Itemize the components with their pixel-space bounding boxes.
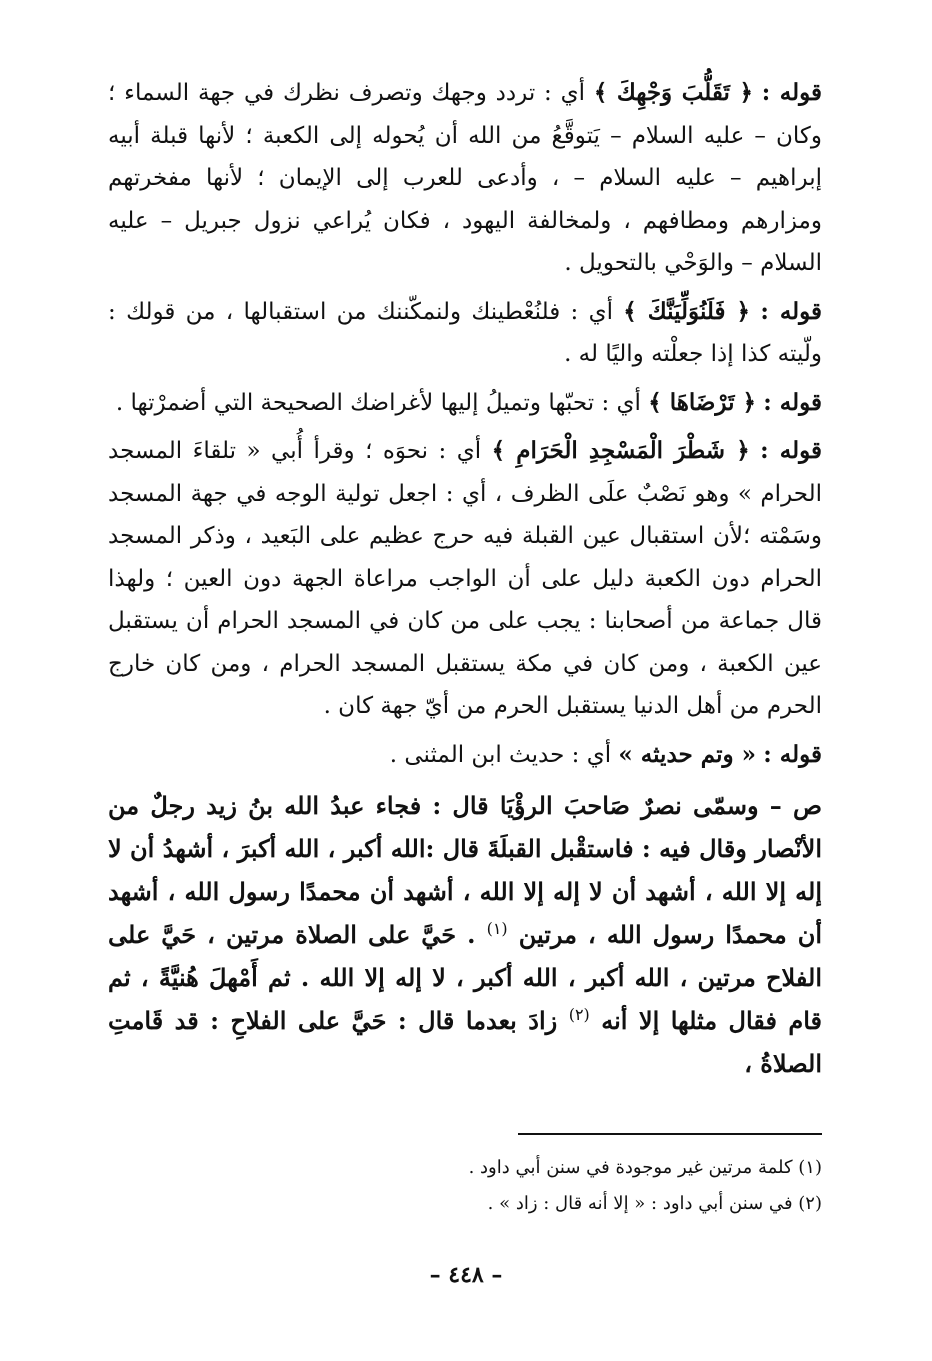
paragraph-text: أي : تحبّها وتميلُ إليها لأغراضك الصحيحة التي أضمرْتها . bbox=[115, 389, 641, 416]
paragraph-lead: قوله : bbox=[761, 79, 822, 106]
footnote-reference: (١) bbox=[486, 919, 508, 938]
hadith-part: زادَ بعدما قال : حَيَّ على الفلاحِ : قد قَامتِ الصلاةُ ، bbox=[108, 1006, 822, 1078]
quran-quote: ﴿ تَقَلُّبَ وَجْهِكَ ﴾ bbox=[593, 79, 753, 106]
hadith-quote: « وتم حديثه » bbox=[618, 740, 756, 768]
quran-quote: ﴿ فَلَنُوَلِّيَنَّكَ ﴾ bbox=[623, 297, 750, 325]
hadith-text bbox=[108, 784, 822, 1085]
footnote-reference: (٢) bbox=[568, 1005, 590, 1024]
hadith-part: . حَيَّ على الصلاة مرتين ، حَيَّ على الفلاح مرتين ، الله أكبر ، الله أكبر ، لا إله إلا الله . ثم أَمْهلَ هُنيَّةً ، ثم قام فقال مثلها إلا أنه bbox=[108, 920, 823, 1035]
footnote: (٢) في سنن أبي داود : « إلا أنه قال : زاد » . bbox=[487, 1193, 822, 1214]
paragraph-lead: قوله : bbox=[763, 740, 822, 768]
footnote: (١) كلمة مرتين غير موجودة في سنن أبي داود . bbox=[468, 1157, 822, 1178]
quran-quote: ﴿ تَرْضَاهَا ﴾ bbox=[648, 388, 756, 416]
paragraph-text: أي : نحوَه ؛ وقرأ أُبي « تلقاءَ المسجد الحرام » وهو نَصْبٌ علَى الظرف ، أي : اجعل تولية الوجه في جهة المسجد وسَمْته ؛لأن استقبال عين القبلة فيه حرج عظيم على البَعيد ، وذكر المسجد الحرام دون الكعبة دليل على أن الواجب مراعاة الجهة دون العين ؛ ولهذا قال جماعة من أصحابنا : يجب على من كان في المسجد الحرام أن يستقبل عين الكعبة ، ومن كان في مكة يستقبل المسجد الحرام ، ومن كان خارج الحرم من أهل الدنيا يستقبل الحرم من أيّ جهة كان . bbox=[108, 438, 822, 719]
commentary-paragraph bbox=[108, 734, 822, 777]
paragraph-text: أي : حديث ابن المثنى . bbox=[389, 741, 612, 768]
paragraph-text: أي : تردد وجهك وتصرف نظرك في جهة السماء ؛ وكان – عليه السلام – يَتوقَّعُ من الله أن يُحوله إلى الكعبة ؛ لأنها قبلة أبيه إبراهيم – عليه السلام – ، وأدعى للعرب إلى الإيمان ؛ لأنها مفخرتهم ومزارهم ومطافهم ، ولمخالفة اليهود ، فكان يُراعي نزول جبريل – عليه السلام – والوَحْي بالتحويل . bbox=[108, 80, 822, 276]
paragraph-text: أي : فلنُعْطينك ولنمكّننك من استقبالها ، من قولك : ولّيته كذا إذا جعلْته واليًا له . bbox=[108, 298, 822, 367]
paragraph-lead: قوله : bbox=[760, 437, 822, 464]
paragraph-lead: قوله : bbox=[760, 297, 823, 325]
page-number: – ٤٤٨ – bbox=[429, 1262, 503, 1288]
commentary-paragraph bbox=[108, 382, 822, 425]
footnotes bbox=[330, 1150, 822, 1222]
main-text bbox=[108, 72, 822, 1085]
paragraph-lead: قوله : bbox=[763, 388, 822, 416]
footnote-divider bbox=[518, 1133, 822, 1135]
hadith-part: ص – وسمّى نصرٌ صَاحبَ الرؤْيَا قال : فجاء عبدُ الله بنُ زيد رجلٌ من الأنْصار وقال فيه : فاستقْبل القبلَةَ قال :الله أكبر ، الله أكبرَ ، أشهدُ أن لا إله إلا الله ، أشهد أن لا إله إلا الله ، أشهد أن محمدًا رسول الله ، أشهد أن محمدًا رسول الله ، مرتين bbox=[108, 791, 823, 949]
quran-quote: ﴿ شَطْرَ الْمَسْجِدِ الْحَرَامِ ﴾ bbox=[491, 437, 750, 464]
commentary-paragraph bbox=[108, 72, 822, 285]
commentary-paragraph bbox=[108, 291, 822, 376]
commentary-paragraph bbox=[108, 430, 822, 728]
